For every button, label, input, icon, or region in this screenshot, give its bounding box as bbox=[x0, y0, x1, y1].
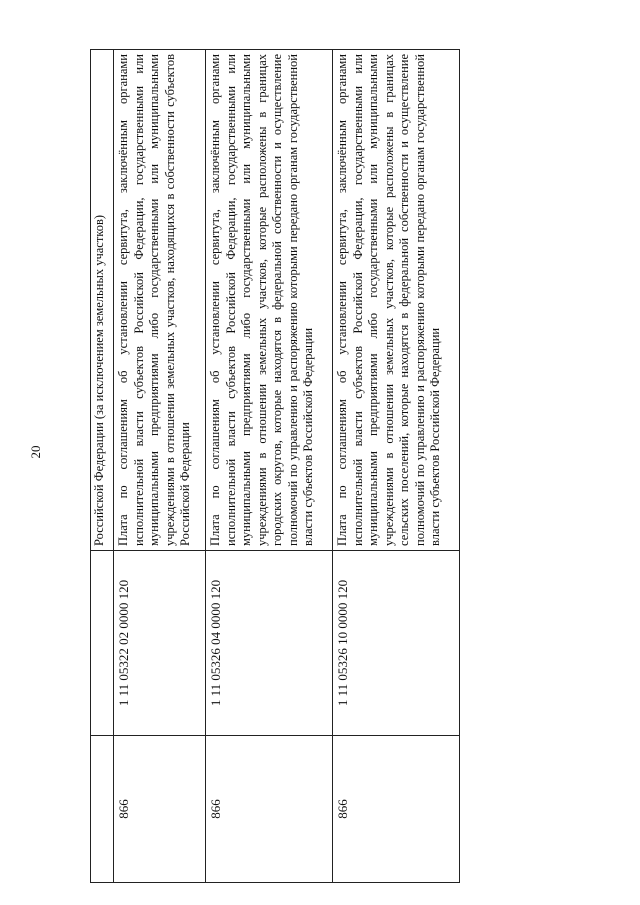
page-number: 20 bbox=[28, 445, 43, 459]
admin-code-cell: 866 bbox=[206, 736, 333, 883]
revenue-name-cell: Плата по соглашениям об установлении сервитута, заключённым органами исполнительной власти субъектов Российской Федерации, государственными или муниципальными предприятиями либо государственными или муниципальными учреждениями в отношении земельных участков, которые расположены в границах городских округов, которые находятся в федеральной собственности и осуществление полномочий по управлению и распоряжению которыми передано органам государственной власти субъектов Российской Федерации bbox=[206, 50, 333, 551]
kbk-code-cell: 1 11 05326 04 0000 120 bbox=[206, 551, 333, 736]
table-row bbox=[333, 50, 460, 883]
admin-code-cell: 866 bbox=[333, 736, 460, 883]
kbk-code-cell: 1 11 05326 10 0000 120 bbox=[333, 551, 460, 736]
continuation-code-cell bbox=[91, 736, 114, 883]
continuation-name-cell: Российской Федерации (за исключением земельных участков) bbox=[91, 50, 114, 551]
table-row bbox=[206, 50, 333, 883]
continuation-kbk-cell bbox=[91, 551, 114, 736]
table-row bbox=[114, 50, 206, 883]
admin-code-cell: 866 bbox=[114, 736, 206, 883]
revenue-name-cell: Плата по соглашениям об установлении сервитута, заключённым органами исполнительной власти субъектов Российской Федерации, государственными или муниципальными предприятиями либо государственными или муниципальными учреждениями в отношении земельных участков, которые расположены в границах сельских поселений, которые находятся в федеральной собственности и осуществление полномочий по управлению и распоряжению которыми передано органам государственной власти субъектов Российской Федерации bbox=[333, 50, 460, 551]
rotated-table-frame bbox=[90, 50, 460, 883]
kbk-code-cell: 1 11 05322 02 0000 120 bbox=[114, 551, 206, 736]
revenue-code-table bbox=[90, 49, 460, 883]
table-row-continuation bbox=[91, 50, 114, 883]
revenue-name-cell: Плата по соглашениям об установлении сервитута, заключённым органами исполнительной власти субъектов Российской Федерации, государственными или муниципальными предприятиями либо государственными или муниципальными учреждениями в отношении земельных участков, находящихся в собственности субъектов Российской Федерации bbox=[114, 50, 206, 551]
